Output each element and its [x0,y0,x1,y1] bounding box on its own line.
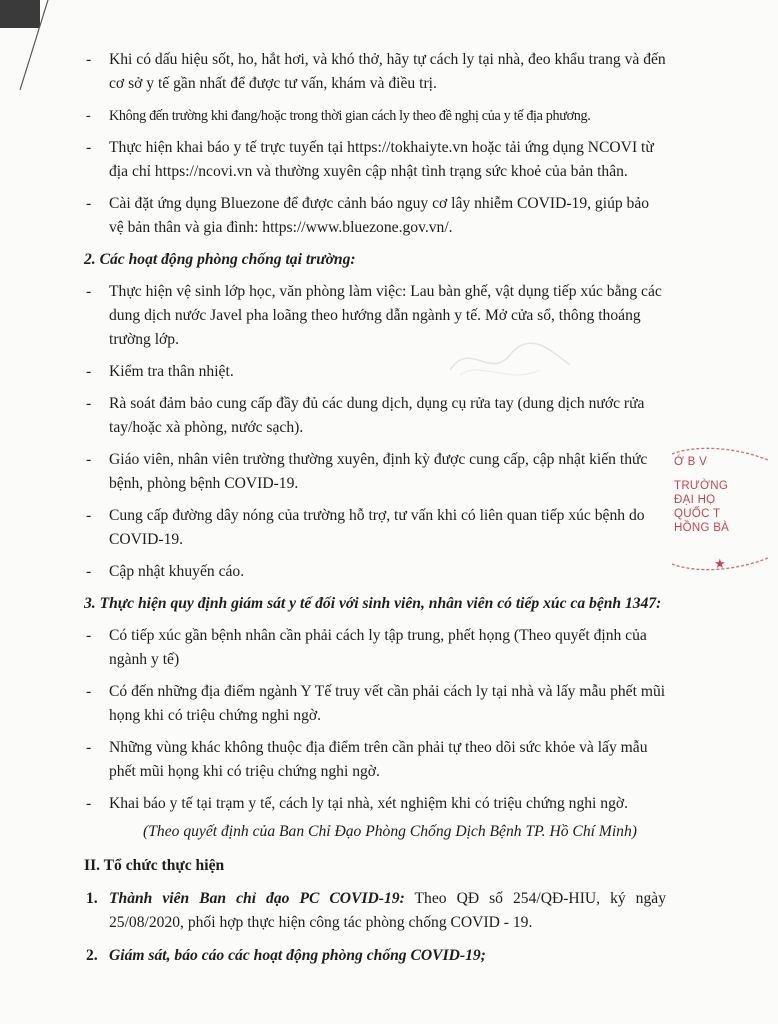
bullet-dash: - [86,395,92,412]
bullet-text: Rà soát đảm bảo cung cấp đầy đủ các dung dịch, dụng cụ rửa tay (dung dịch nước rửa tay/hoặc xà phòng, nước sạch). [109,395,645,436]
scan-corner-line [0,0,60,90]
seal-line: ĐẠI HỌ [674,494,716,506]
list-item [86,360,666,384]
svg-text:★: ★ [714,557,726,572]
bullet-text: Giáo viên, nhân viên trường thường xuyên, định kỳ được cung cấp, cập nhật kiến thức bệnh, phòng bệnh COVID-19. [109,451,648,492]
seal-line: TRƯỜNG [674,480,729,492]
bullet-text: Những vùng khác không thuộc địa điểm trên cần phải tự theo dõi sức khỏe và lấy mẫu phết mũi họng khi có triệu chứng nghi ngờ. [109,739,648,780]
list-item [86,792,666,816]
section3-bullet-list [86,624,666,816]
bullet-text: Cung cấp đường dây nóng của trường hỗ trợ, tư vấn khi có liên quan tiếp xúc bệnh do COVID-19. [109,507,645,548]
bullet-text: Thực hiện vệ sinh lớp học, văn phòng làm việc: Lau bàn ghế, vật dụng tiếp xúc bằng các dung dịch nước Javel pha loãng theo hướng dẫn ngành y tế. Mở cửa sổ, thông thoáng trường lớp. [109,283,662,348]
bullet-dash: - [86,139,92,156]
bullet-dash: - [86,739,92,756]
list-item [86,48,666,96]
list-item [86,504,666,552]
list-item [86,136,666,184]
list-item [86,192,666,240]
item-title: Thành viên Ban chỉ đạo PC COVID-19: [109,890,405,907]
list-item [86,280,666,352]
bullet-dash: - [86,507,92,524]
part2-heading: II. Tổ chức thực hiện [84,857,225,874]
seal-line: Ớ B V [674,456,708,468]
seal-line: HỒNG BÀ [674,522,730,534]
bullet-text: Có đến những địa điểm ngành Y Tế truy vết cần phải cách ly tại nhà và lấy mẫu phết mũi họng khi có triệu chứng nghi ngờ. [109,683,666,724]
list-item [86,680,666,728]
list-item [86,104,666,128]
bullet-text: Kiểm tra thân nhiệt. [109,363,234,380]
bullet-text: Cài đặt ứng dụng Bluezone để được cảnh báo nguy cơ lây nhiễm COVID-19, giúp bảo vệ bản thân và gia đình: https://www.bluezone.gov.vn/. [109,195,650,236]
section2-bullet-list [86,280,666,584]
item-number: 2. [86,947,98,964]
numbered-item [86,944,666,968]
bullet-text: Khai báo y tế tại trạm y tế, cách ly tại nhà, xét nghiệm khi có triệu chứng nghi ngờ. [109,795,629,812]
item-number: 1. [86,890,98,907]
document-body [86,48,666,977]
section3-heading: 3. Thực hiện quy định giám sát y tế đối với sinh viên, nhân viên có tiếp xúc ca bệnh 1347: [84,595,662,612]
item-text: Theo QĐ số 254/QĐ-HIU, ký ngày 25/08/2020, phối hợp thực hiện công tác phòng chống COVID - 19. [109,890,666,931]
bullet-dash: - [86,108,91,124]
bullet-text: Cập nhật khuyến cáo. [109,563,245,580]
item-title: Giám sát, báo cáo các hoạt động phòng chống COVID-19; [109,947,486,964]
list-item [86,448,666,496]
section1-bullet-list [86,48,666,240]
bullet-dash: - [86,51,92,68]
bullet-dash: - [86,283,92,300]
bullet-dash: - [86,451,92,468]
bullet-dash: - [86,363,92,380]
list-item [86,392,666,440]
bullet-text: Khi có dấu hiệu sốt, ho, hắt hơi, và khó thở, hãy tự cách ly tại nhà, đeo khẩu trang và đến cơ sở y tế gần nhất để được tư vấn, khám và điều trị. [109,51,666,92]
list-item [86,624,666,672]
bullet-dash: - [86,563,92,580]
source-note: (Theo quyết định của Ban Chỉ Đạo Phòng Chống Dịch Bệnh TP. Hồ Chí Minh) [143,823,637,840]
numbered-item [86,887,666,935]
bullet-dash: - [86,795,92,812]
bullet-text: Thực hiện khai báo y tế trực tuyến tại https://tokhaiyte.vn hoặc tải ứng dụng NCOVI từ địa chỉ https://ncovi.vn và thường xuyên cập nhật tình trạng sức khoẻ của bản thân. [109,139,654,180]
section2-heading: 2. Các hoạt động phòng chống tại trường: [84,251,356,268]
list-item [86,736,666,784]
seal-line: QUỐC T [674,508,721,520]
bullet-text: Không đến trường khi đang/hoặc trong thời gian cách ly theo đề nghị của y tế địa phương. [109,108,591,124]
list-item [86,560,666,584]
bullet-dash: - [86,683,92,700]
bullet-dash: - [86,627,92,644]
red-official-seal [668,446,778,576]
bullet-dash: - [86,195,92,212]
bullet-text: Có tiếp xúc gần bệnh nhân cần phải cách ly tập trung, phết họng (Theo quyết định của ngành y tế) [109,627,647,668]
